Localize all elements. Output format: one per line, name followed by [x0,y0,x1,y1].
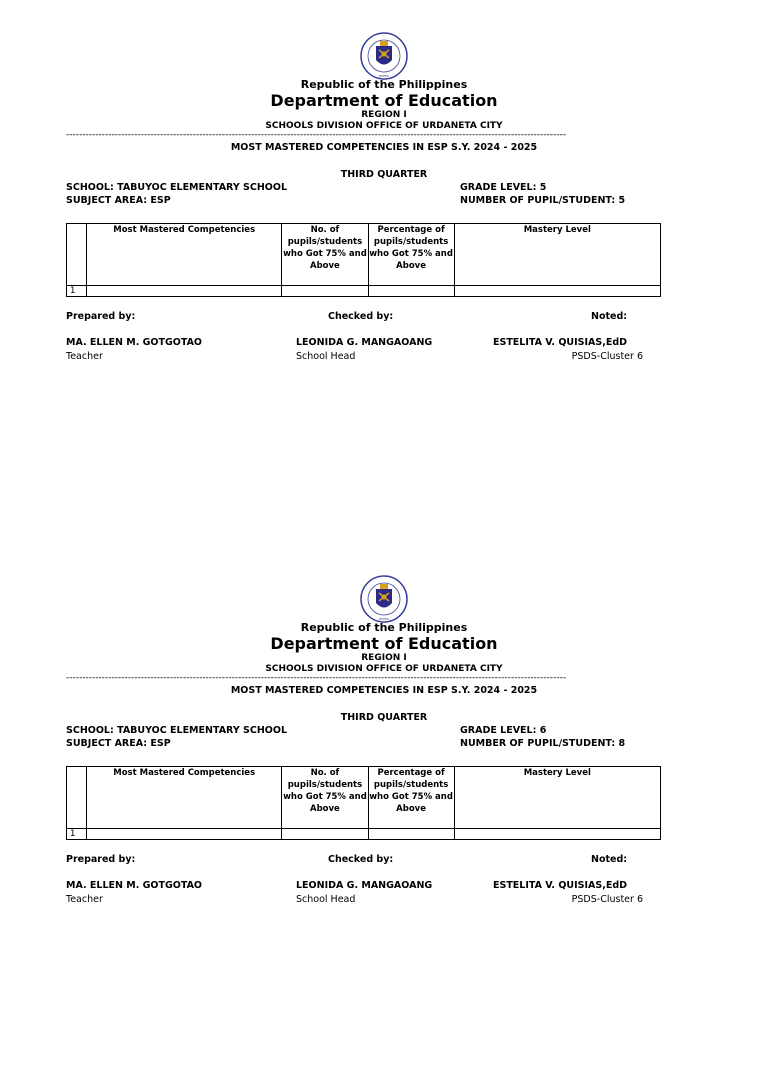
competency-title: MOST MASTERED COMPETENCIES IN ESP S.Y. 2024 - 2025 [230,685,538,696]
table-header-mastery: Mastery Level [454,224,660,286]
table-header-row [67,224,661,286]
grade-level-field: GRADE LEVEL: 5 [460,182,547,193]
table-row [67,286,661,297]
table-cell-number: 1 [67,286,87,297]
table-header-percentage: Percentage of pupils/students who Got 75% and Above [368,767,454,829]
table-header-number [67,224,87,286]
school-head-name: LEONIDA G. MANGAOANG [296,337,433,348]
division-label: SCHOOLS DIVISION OFFICE OF URDANETA CITY [265,664,503,674]
quarter-label: THIRD QUARTER [340,169,428,180]
table-header-row [67,767,661,829]
table-cell-percentage[interactable] [368,829,454,840]
table-cell-count[interactable] [282,829,368,840]
division-label: SCHOOLS DIVISION OFFICE OF URDANETA CITY [265,121,503,131]
table-header-competencies: Most Mastered Competencies [87,224,282,286]
checked-by-label: Checked by: [328,854,394,865]
checked-by-label: Checked by: [328,311,394,322]
deped-seal-icon [359,575,409,623]
table-header-number [67,767,87,829]
teacher-role: Teacher [66,351,103,362]
school-field: SCHOOL: TABUYOC ELEMENTARY SCHOOL [66,182,287,193]
table-row [67,829,661,840]
pupil-count-field: NUMBER OF PUPIL/STUDENT: 8 [460,738,626,749]
dashed-separator: ---------------------------------------------------------------------------------------------------------------------------------------------------------- [66,673,567,683]
department-title: Department of Education [270,634,498,653]
prepared-by-label: Prepared by: [66,854,136,865]
psds-role: PSDS-Cluster 6 [571,894,643,905]
table-header-competencies: Most Mastered Competencies [87,767,282,829]
noted-label: Noted: [591,311,628,322]
table-cell-mastery[interactable] [454,286,660,297]
subject-field: SUBJECT AREA: ESP [66,195,171,206]
competency-table [66,766,661,840]
prepared-by-label: Prepared by: [66,311,136,322]
republic-heading: Republic of the Philippines [300,621,468,634]
table-header-percentage: Percentage of pupils/students who Got 75% and Above [368,224,454,286]
competency-title: MOST MASTERED COMPETENCIES IN ESP S.Y. 2024 - 2025 [230,142,538,153]
table-cell-competency[interactable] [87,829,282,840]
grade-level-field: GRADE LEVEL: 6 [460,725,547,736]
teacher-role: Teacher [66,894,103,905]
psds-name: ESTELITA V. QUISIAS,EdD [493,880,628,891]
svg-text:DEPED: DEPED [378,617,390,621]
table-cell-number: 1 [67,829,87,840]
subject-field: SUBJECT AREA: ESP [66,738,171,749]
quarter-label: THIRD QUARTER [340,712,428,723]
region-label: REGION I [361,653,407,663]
school-head-name: LEONIDA G. MANGAOANG [296,880,433,891]
svg-text:DEPED: DEPED [378,74,390,78]
noted-label: Noted: [591,854,628,865]
table-header-mastery: Mastery Level [454,767,660,829]
region-label: REGION I [361,110,407,120]
table-cell-mastery[interactable] [454,829,660,840]
teacher-name: MA. ELLEN M. GOTGOTAO [66,880,203,891]
school-head-role: School Head [296,894,356,905]
table-cell-competency[interactable] [87,286,282,297]
pupil-count-field: NUMBER OF PUPIL/STUDENT: 5 [460,195,626,206]
table-cell-count[interactable] [282,286,368,297]
dashed-separator: ---------------------------------------------------------------------------------------------------------------------------------------------------------- [66,130,567,140]
table-header-count: No. of pupils/students who Got 75% and Above [282,224,368,286]
department-title: Department of Education [270,91,498,110]
competency-table [66,223,661,297]
republic-heading: Republic of the Philippines [300,78,468,91]
psds-role: PSDS-Cluster 6 [571,351,643,362]
school-head-role: School Head [296,351,356,362]
deped-seal-icon [359,32,409,80]
table-cell-percentage[interactable] [368,286,454,297]
competency-form-grade-6 [0,543,768,1086]
school-field: SCHOOL: TABUYOC ELEMENTARY SCHOOL [66,725,287,736]
psds-name: ESTELITA V. QUISIAS,EdD [493,337,628,348]
teacher-name: MA. ELLEN M. GOTGOTAO [66,337,203,348]
table-header-count: No. of pupils/students who Got 75% and Above [282,767,368,829]
